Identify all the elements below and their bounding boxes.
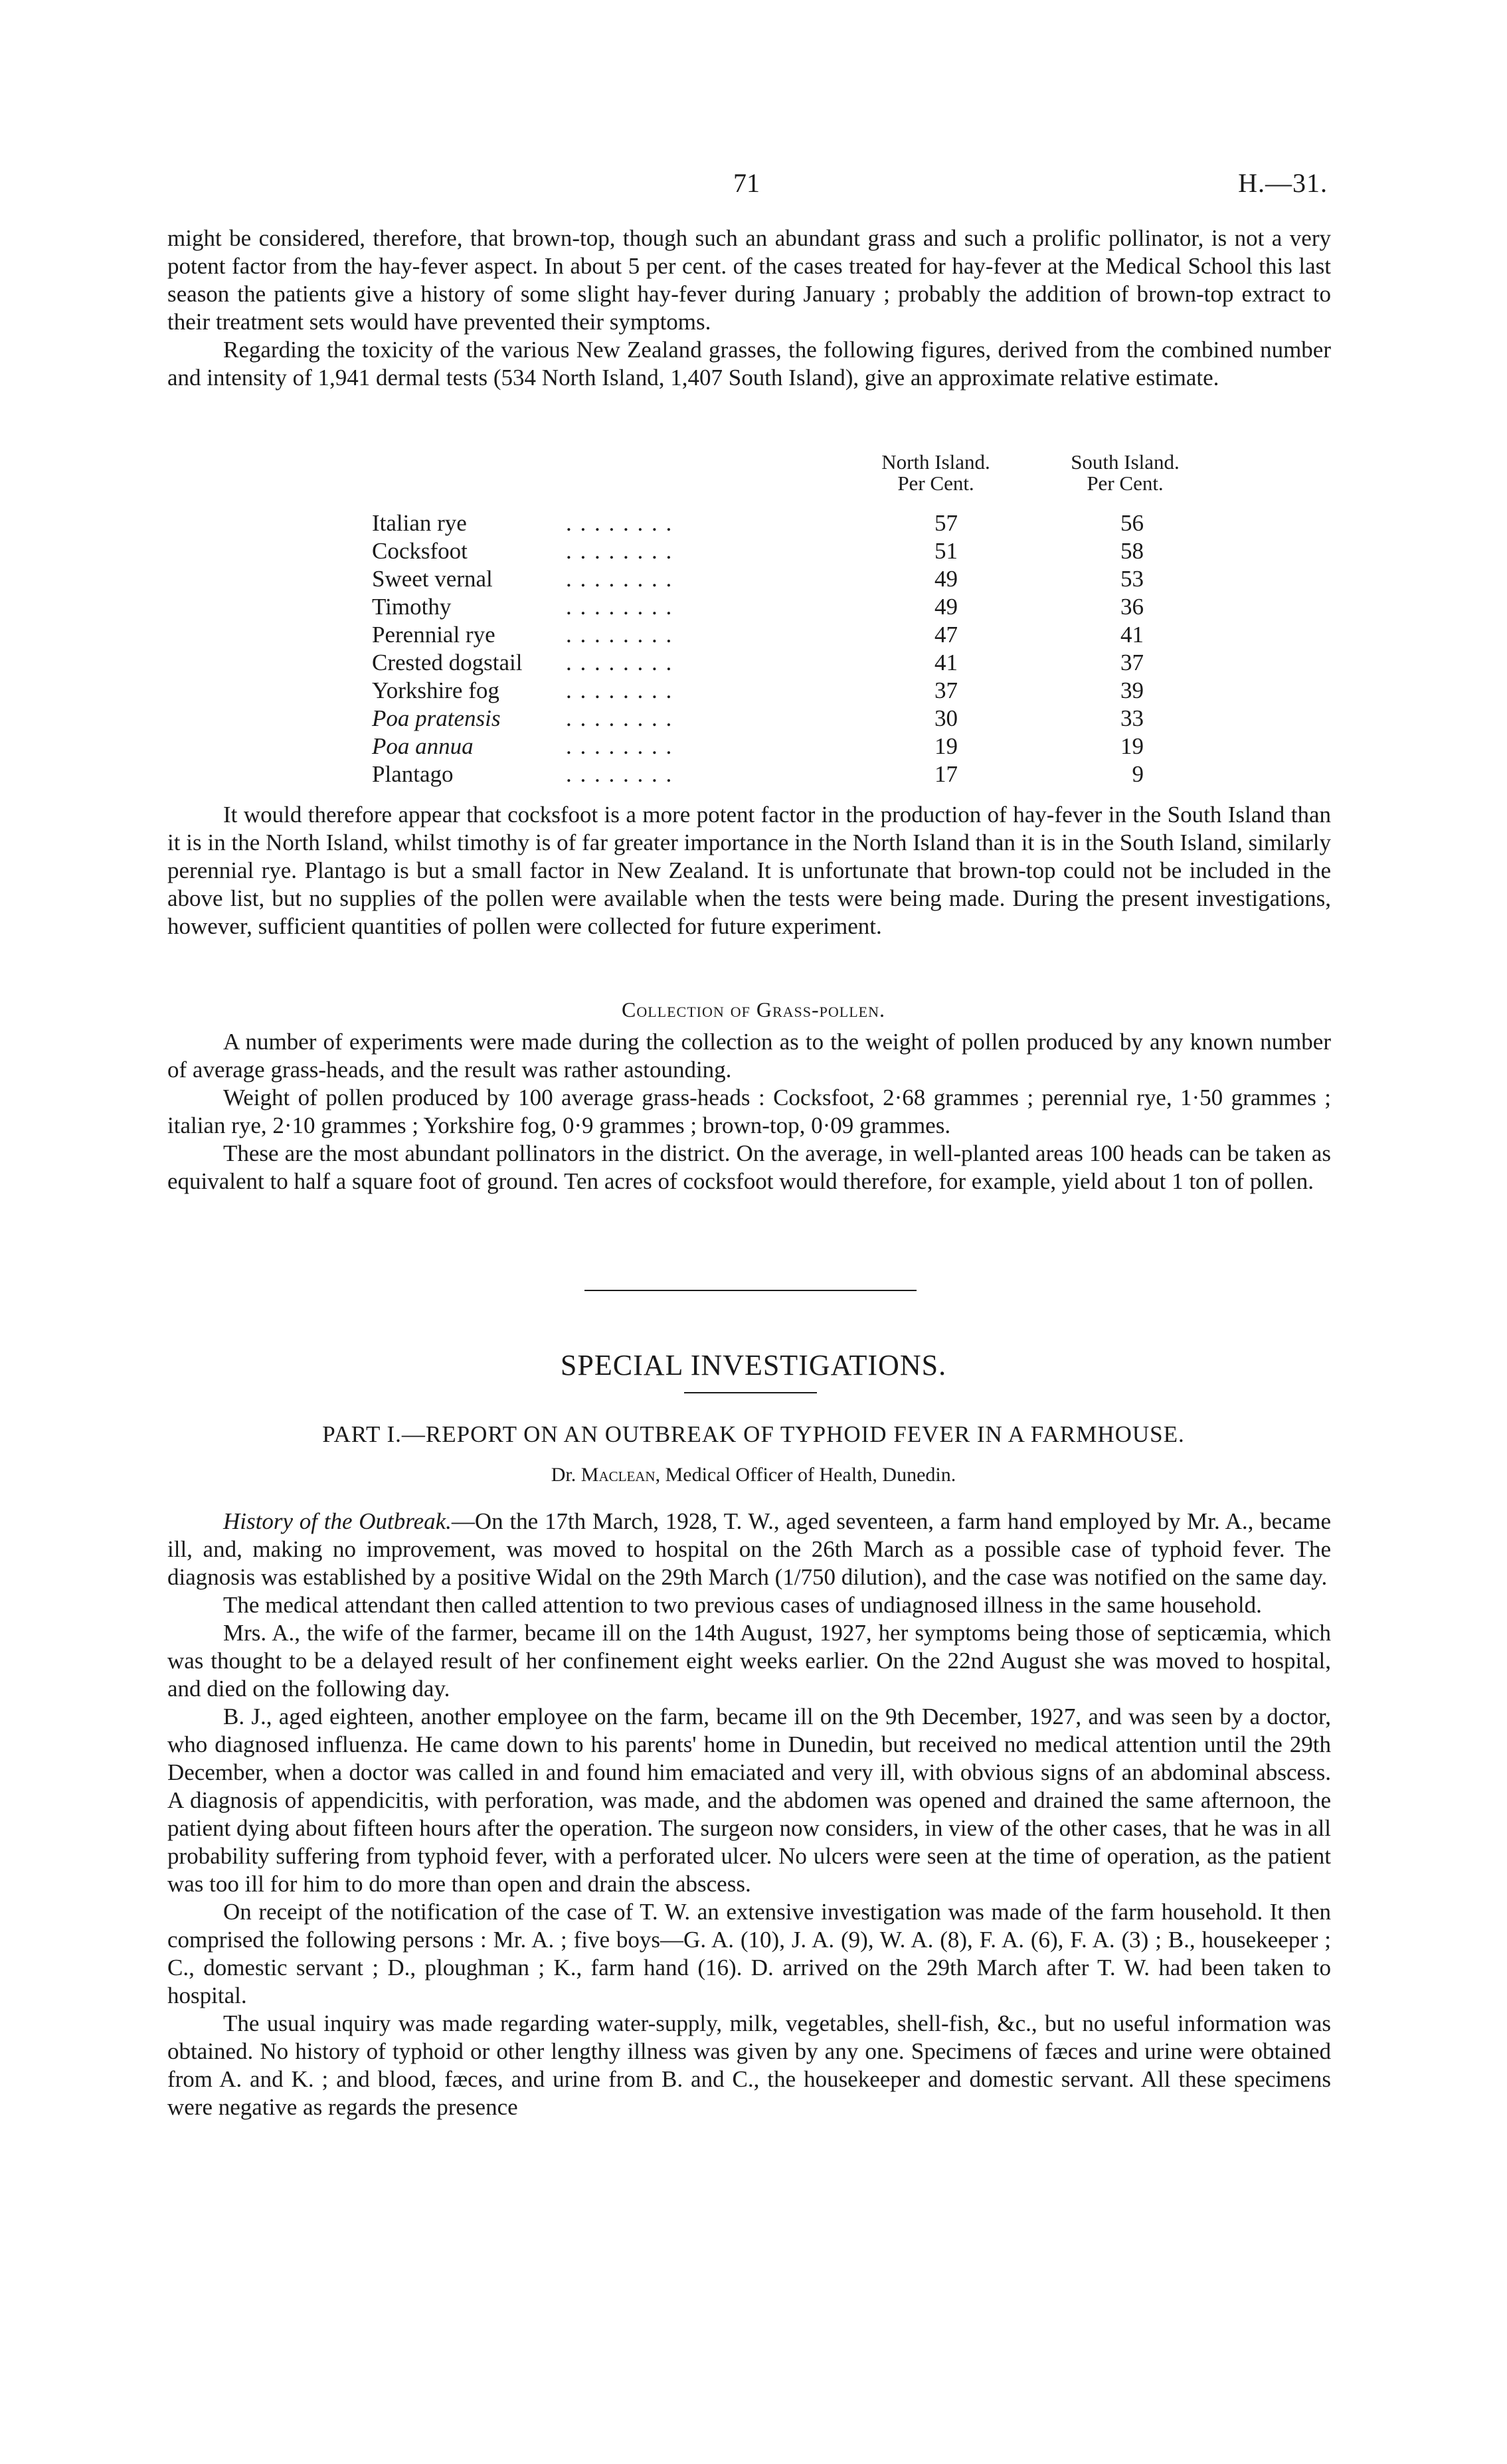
column-header-south: South Island. Per Cent. bbox=[1071, 450, 1180, 495]
grass-name: Poa annua bbox=[372, 733, 474, 759]
paragraph: On receipt of the notification of the case of T. W. an extensive investigation was made of the farm household. It then comprised the following persons : Mr. A. ; five boys—G. A. (10), J. A. (9), W. A. (8), F. A. (6), F. A. (3) ; B., housekeeper ; C., domestic servant ; D., ploughman ; K., farm hand (16). D. arrived on the 29th March after T. W. had been taken to hospital. bbox=[167, 1899, 1331, 2008]
paragraph: The usual inquiry was made regarding water-supply, milk, vegetables, shell-fish, &c., but no useful information was obtained. No history of typhoid or other lengthy illness was given by any one. Specimens of fæces and urine were obtained from A. and K. ; and blood, fæces, and urine from B. and C., the housekeeper and domestic servant. All these specimens were negative as regards the presence bbox=[167, 2010, 1331, 2120]
north-island-value: 51 bbox=[934, 538, 958, 564]
north-island-value: 57 bbox=[934, 510, 958, 536]
paragraph: Weight of pollen produced by 100 average grass-heads : Cocksfoot, 2·68 grammes ; perennial rye, 1·50 grammes ; italian rye, 2·10 grammes ; Yorkshire fog, 0·9 grammes ; brown-top, 0·09 grammes. bbox=[167, 1085, 1331, 1138]
south-island-value: 58 bbox=[1120, 538, 1144, 564]
paragraph: These are the most abundant pollinators in the district. On the average, in well-planted areas 100 heads can be taken as equivalent to half a square foot of ground. Ten acres of cocksfoot would therefore, for example, yield about 1 ton of pollen. bbox=[167, 1140, 1331, 1194]
paragraph: History of the Outbreak.—On the 17th March, 1928, T. W., aged seventeen, a farm hand employed by Mr. A., became ill, and, making no improvement, was moved to hospital on the 26th March as a possible case of typhoid fever. The diagnosis was established by a positive Widal on the 29th March (1/750 dilution), and the case was notified on the same day. bbox=[167, 1508, 1331, 1590]
south-island-value: 53 bbox=[1120, 566, 1144, 592]
table-row bbox=[167, 594, 1331, 622]
paragraph: might be considered, therefore, that brown-top, though such an abundant grass and such a prolific pollinator, is not a very potent factor from the hay-fever aspect. In about 5 per cent. of the cases treated for hay-fever at the Medical School this last season the patients give a history of some slight hay-fever during January ; probably the addition of brown-top extract to their treatment sets would have prevented their symptoms. bbox=[167, 225, 1331, 335]
intro-text bbox=[167, 224, 1331, 392]
south-island-value: 56 bbox=[1120, 510, 1144, 536]
south-island-value: 41 bbox=[1120, 622, 1144, 648]
document-reference: H.—31. bbox=[1238, 168, 1328, 198]
paragraph: A number of experiments were made during the collection as to the weight of pollen produced by any known number of average grass-heads, and the result was rather astounding. bbox=[167, 1029, 1331, 1083]
north-island-value: 49 bbox=[934, 566, 958, 592]
dot-leader: . . . . . . . . bbox=[566, 510, 673, 536]
dot-leader: . . . . . . . . bbox=[566, 677, 673, 703]
author-name: Maclean bbox=[580, 1464, 656, 1486]
south-island-value: 33 bbox=[1120, 705, 1144, 731]
column-header-north: North Island. Per Cent. bbox=[881, 450, 990, 495]
north-island-value: 30 bbox=[934, 705, 958, 731]
grass-name: Cocksfoot bbox=[372, 538, 468, 564]
south-island-value: 37 bbox=[1120, 650, 1144, 675]
south-island-value: 39 bbox=[1120, 677, 1144, 703]
table-row bbox=[167, 677, 1331, 705]
collection-text bbox=[167, 1028, 1331, 1195]
dot-leader: . . . . . . . . bbox=[566, 538, 673, 564]
table-row bbox=[167, 733, 1331, 761]
section-divider bbox=[584, 1290, 917, 1291]
dot-leader: . . . . . . . . bbox=[566, 761, 673, 787]
page-number: 71 bbox=[733, 168, 760, 198]
dot-leader: . . . . . . . . bbox=[566, 650, 673, 675]
grass-name: Crested dogstail bbox=[372, 650, 523, 675]
south-island-value: 9 bbox=[1132, 761, 1144, 787]
dot-leader: . . . . . . . . bbox=[566, 705, 673, 731]
special-investigations-heading: SPECIAL INVESTIGATIONS. bbox=[560, 1349, 947, 1381]
paragraph: Mrs. A., the wife of the farmer, became ill on the 14th August, 1927, her symptoms being those of septicæmia, which was thought to be a delayed result of her confinement eight weeks earlier. On the 22nd August she was moved to hospital, and died on the following day. bbox=[167, 1620, 1331, 1702]
grass-name: Italian rye bbox=[372, 510, 467, 536]
table-row bbox=[167, 650, 1331, 677]
north-island-value: 37 bbox=[934, 677, 958, 703]
north-island-value: 17 bbox=[934, 761, 958, 787]
north-island-value: 49 bbox=[934, 594, 958, 620]
dot-leader: . . . . . . . . bbox=[566, 594, 673, 620]
dot-leader: . . . . . . . . bbox=[566, 622, 673, 648]
grass-name: Plantago bbox=[372, 761, 454, 787]
heading-underline bbox=[684, 1392, 817, 1393]
paragraph: The medical attendant then called attention to two previous cases of undiagnosed illness in the same household. bbox=[223, 1592, 1262, 1618]
dot-leader: . . . . . . . . bbox=[566, 733, 673, 759]
south-island-value: 19 bbox=[1120, 733, 1144, 759]
grass-name: Perennial rye bbox=[372, 622, 495, 648]
part-heading: PART I.—REPORT ON AN OUTBREAK OF TYPHOID FEVER IN A FARMHOUSE. bbox=[322, 1421, 1185, 1447]
table-row bbox=[167, 510, 1331, 538]
section-heading-collection: Collection of Grass-pollen. bbox=[621, 998, 885, 1021]
paragraph: It would therefore appear that cocksfoot is a more potent factor in the production of hay-fever in the South Island than it is in the North Island, whilst timothy is of far greater importance in the North Island than it is in the South Island, similarly perennial rye. Plantago is but a small factor in New Zealand. It is unfortunate that brown-top could not be included in the above list, but no supplies of the pollen were available when the tests were being made. During the present investigations, however, sufficient quantities of pollen were collected for future experiment. bbox=[167, 802, 1331, 939]
north-island-value: 19 bbox=[934, 733, 958, 759]
dot-leader: . . . . . . . . bbox=[566, 566, 673, 592]
table-row bbox=[167, 761, 1331, 789]
south-island-value: 36 bbox=[1120, 594, 1144, 620]
table-row bbox=[167, 538, 1331, 566]
grass-name: Poa pratensis bbox=[372, 705, 501, 731]
history-label: History of the Outbreak. bbox=[223, 1508, 452, 1534]
north-island-value: 41 bbox=[934, 650, 958, 675]
page-header bbox=[0, 167, 1507, 207]
table-row bbox=[167, 705, 1331, 733]
report-text bbox=[167, 1508, 1331, 2121]
grass-name: Sweet vernal bbox=[372, 566, 493, 592]
paragraph: B. J., aged eighteen, another employee on the farm, became ill on the 9th December, 1927, and was seen by a doctor, who diagnosed influenza. He came down to his parents' home in Dunedin, but received no medical attention until the 29th December, when a doctor was called in and found him emaciated and very ill, with obvious signs of an abdominal abscess. A diagnosis of appendicitis, with perforation, was made, and the abdomen was opened and drained the same afternoon, the patient dying about fifteen hours after the operation. The surgeon now considers, in view of the other cases, that he was in all probability suffering from typhoid fever, with a perforated ulcer. No ulcers were seen at the time of operation, as the patient was too ill for him to do more than open and drain the abscess. bbox=[167, 1704, 1331, 1897]
author-line: Dr. Maclean, Medical Officer of Health, Dunedin. bbox=[551, 1464, 956, 1486]
paragraph: Regarding the toxicity of the various New Zealand grasses, the following figures, derived from the combined number and intensity of 1,941 dermal tests (534 North Island, 1,407 South Island), give an approximate relative estimate. bbox=[167, 337, 1331, 391]
table-row bbox=[167, 566, 1331, 594]
grass-name: Yorkshire fog bbox=[372, 677, 499, 703]
table-row bbox=[167, 622, 1331, 650]
analysis-text bbox=[167, 801, 1331, 940]
north-island-value: 47 bbox=[934, 622, 958, 648]
grass-name: Timothy bbox=[372, 594, 452, 620]
